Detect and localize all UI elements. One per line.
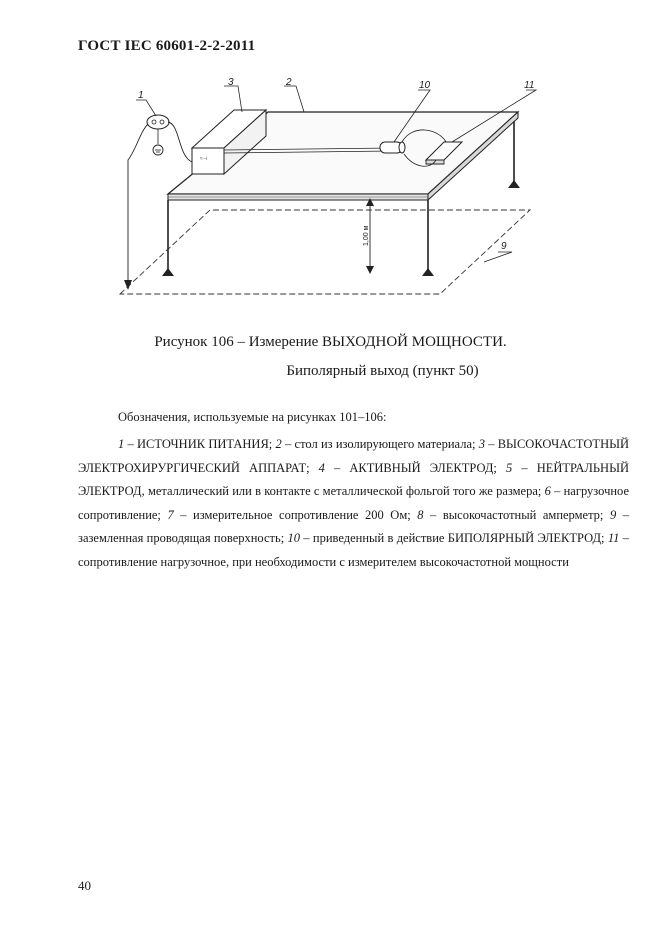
grounded-surface <box>120 210 530 294</box>
callout-10: 10 <box>419 80 431 91</box>
svg-text:≈⊣: ≈⊣ <box>200 156 208 162</box>
legend-item: 3 – ВЫСОКОЧАСТОТНЫЙ ЭЛЕКТРОХИРУРГИЧЕСКИЙ АППАРАТ; <box>78 437 630 475</box>
callout-11: 11 <box>524 80 535 91</box>
page-number: 40 <box>78 878 91 893</box>
legend-item: 10 – приведенный в действие БИПОЛЯРНЫЙ ЭЛЕКТРОД; <box>287 531 608 546</box>
callout-2: 2 <box>286 77 292 88</box>
figure-caption-line1: Рисунок 106 – Измерение ВЫХОДНОЙ МОЩНОСТИ. <box>154 334 507 350</box>
legend-item: 11 – сопротивление нагрузочное, при необходимости с измерителем высокочастотной мощности <box>78 531 629 569</box>
ground-lead <box>128 124 148 286</box>
legend-item: 9 – заземленная проводящая поверхность; <box>78 507 630 546</box>
callout-9: 9 <box>501 241 507 252</box>
hf-unit-front <box>192 148 224 174</box>
legend-item: 5 – НЕЙТРАЛЬНЫЙ ЭЛЕКТРОД, металлический или в контакте с металлической фольгой того же размера; <box>78 460 630 499</box>
document-header: ГОСТ IEC 60601-2-2-2011 <box>78 38 256 54</box>
callout-1: 1 <box>138 90 144 101</box>
legend-item: 1 – ИСТОЧНИК ПИТАНИЯ; <box>118 437 276 451</box>
figure-caption-line2: Биполярный выход (пункт 50) <box>286 363 479 379</box>
legend-intro: Обозначения, используемые на рисунках 101–106: <box>118 410 387 424</box>
callout-3: 3 <box>228 77 234 88</box>
legend-item: 2 – стол из изолирующего материала; <box>275 437 479 451</box>
legend-item: 6 – нагрузочное сопротивление; <box>78 484 629 522</box>
mains-cable <box>168 122 192 162</box>
legend-item: 8 – высокочастотный амперметр; <box>417 507 610 522</box>
legend-item: 7 – измерительное сопротивление 200 Ом; <box>167 507 418 522</box>
legend-text <box>78 433 629 575</box>
measurement-setup-diagram <box>100 76 540 308</box>
legend-item: 4 – АКТИВНЫЙ ЭЛЕКТРОД; <box>318 460 506 475</box>
power-source <box>147 115 169 129</box>
figure-106 <box>100 76 540 308</box>
height-label: 1,00 м <box>363 225 370 246</box>
